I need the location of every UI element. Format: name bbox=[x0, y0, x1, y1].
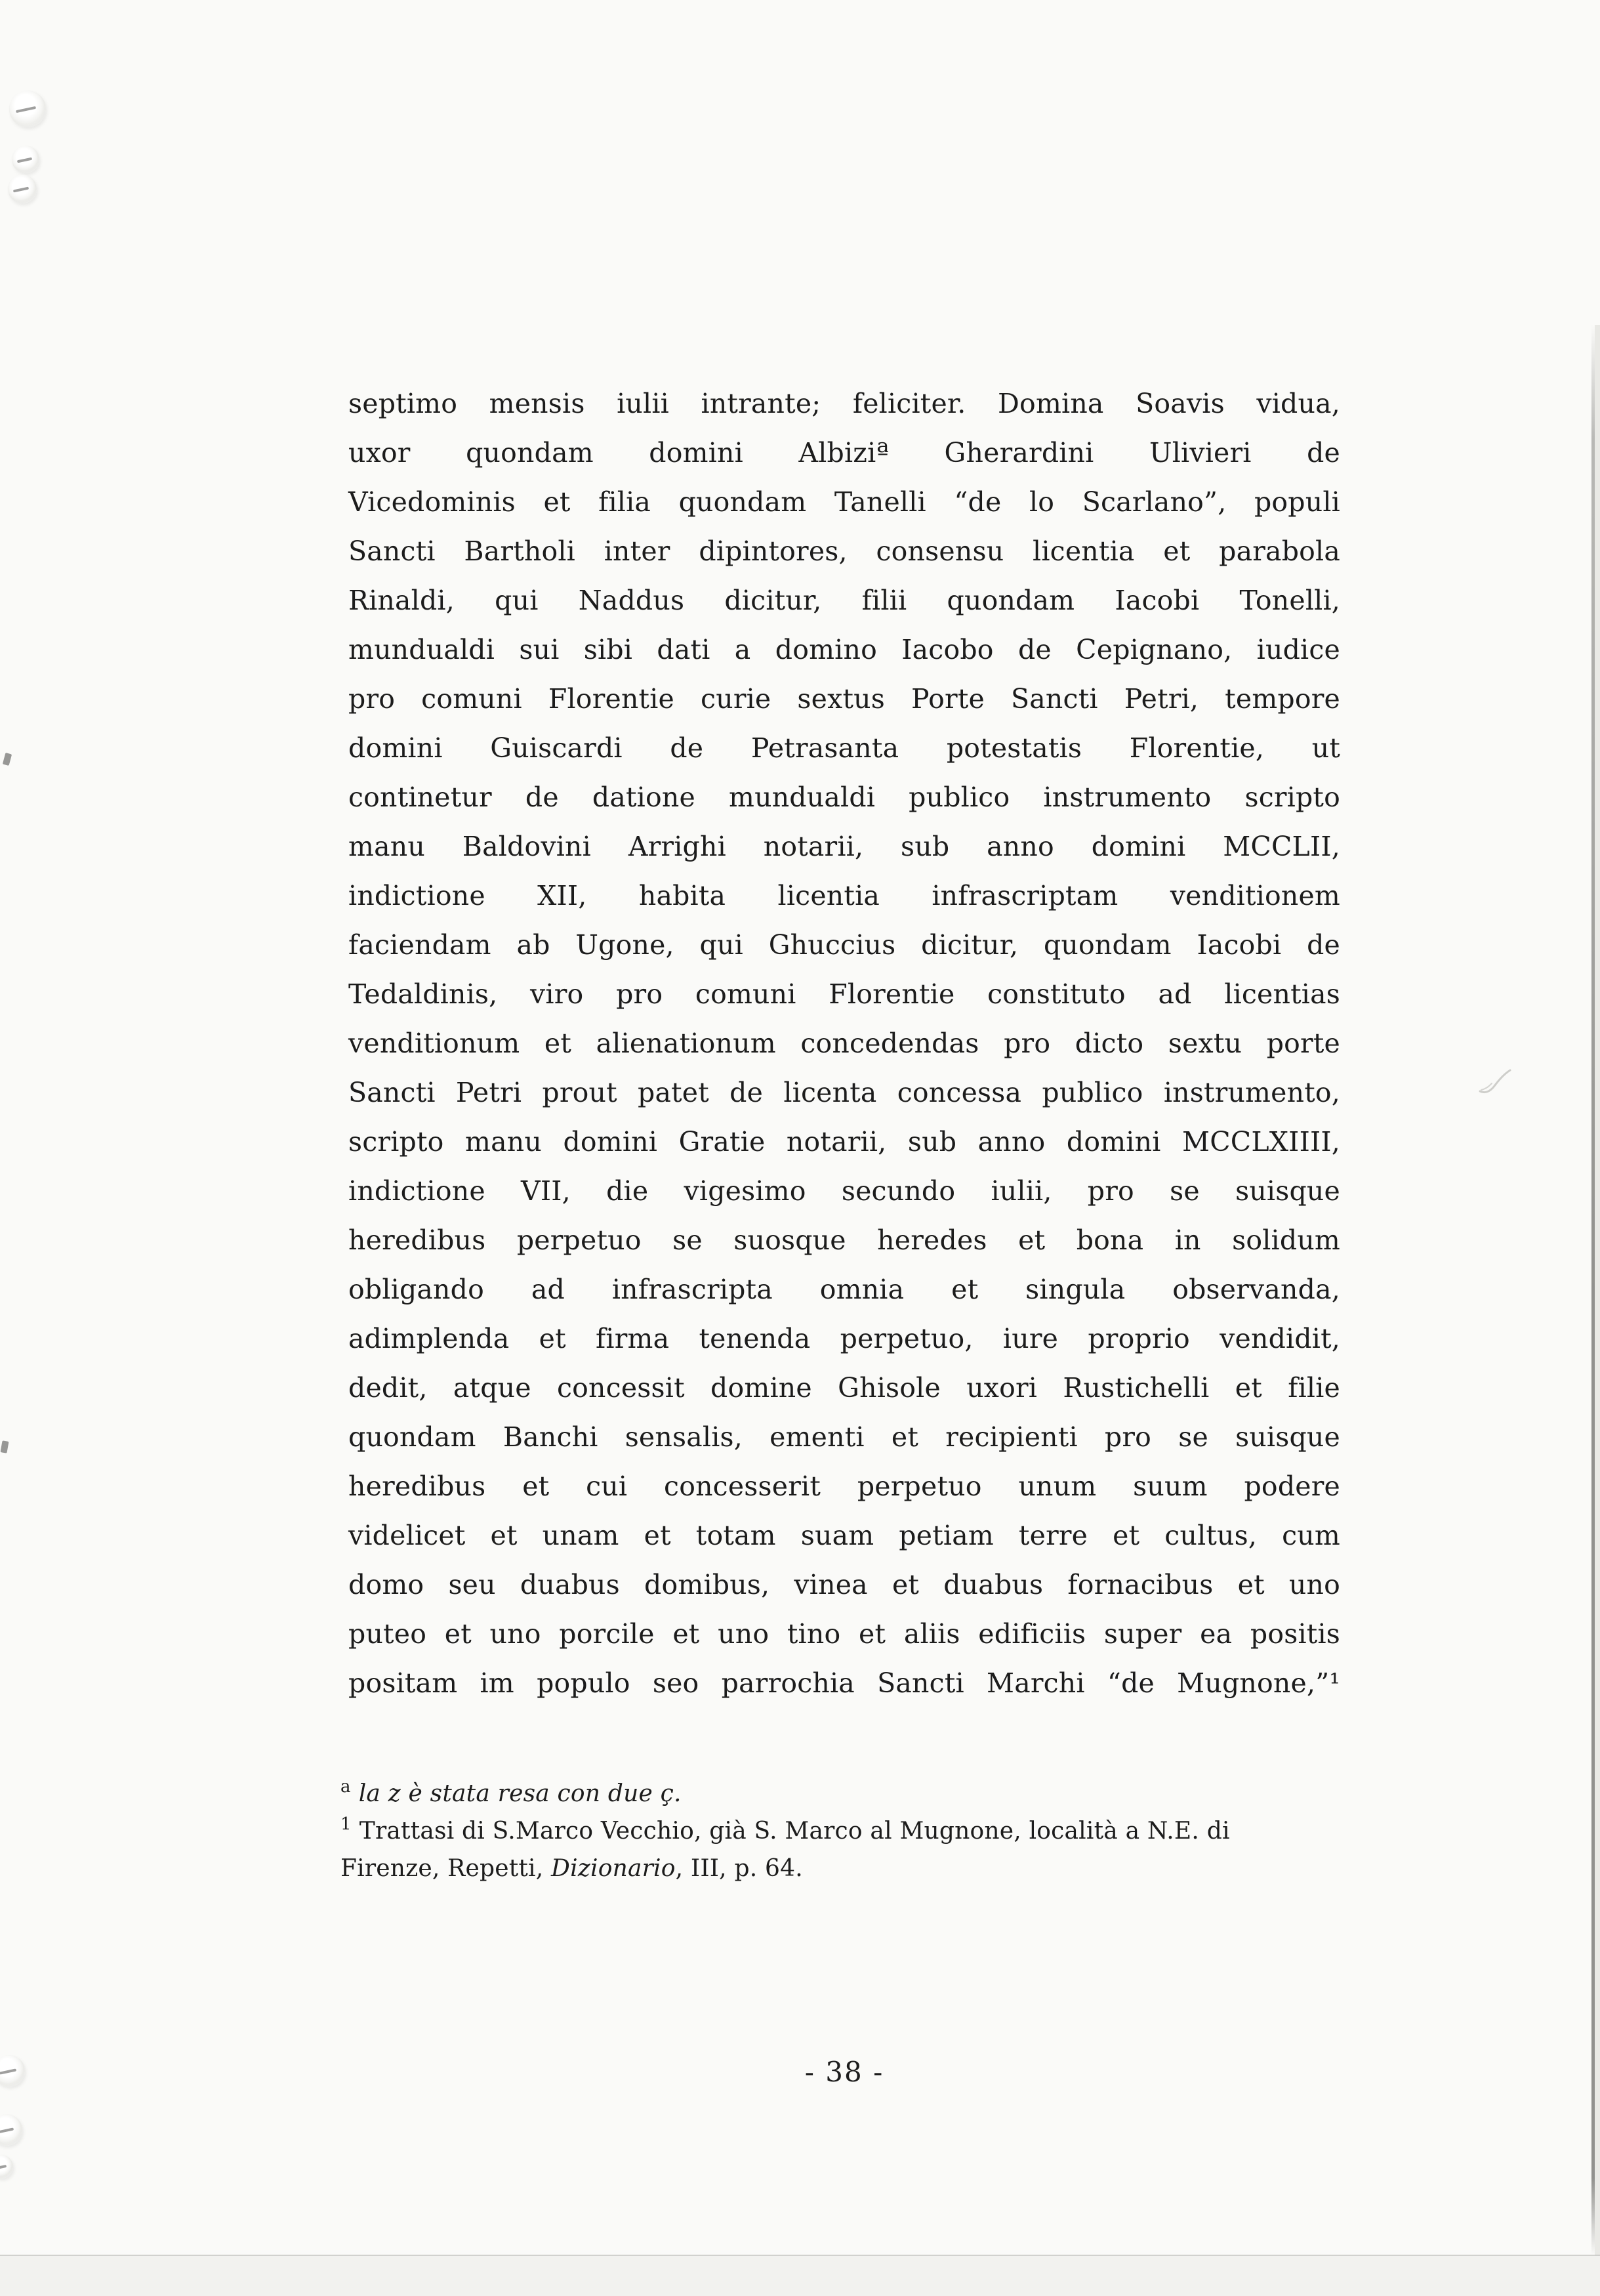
footnote-1-marker: 1 bbox=[340, 1814, 352, 1834]
footnote-1-line-2 bbox=[340, 1850, 1338, 1887]
scan-artifact bbox=[12, 146, 39, 173]
body-line: domini Guiscardi de Petrasanta potestatis Florentie, ut bbox=[348, 732, 1340, 764]
body-line: videlicet et unam et totam suam petiam terre et cultus, cum bbox=[348, 1520, 1340, 1551]
body-line: scripto manu domini Gratie notarii, sub anno domini MCCLXIIII, bbox=[348, 1126, 1340, 1158]
footnote-1-text-cont: Firenze, Repetti, bbox=[340, 1855, 552, 1882]
body-line: uxor quondam domini Albiziª Gherardini Ulivieri de bbox=[348, 437, 1340, 469]
scan-artifact bbox=[9, 91, 46, 127]
body-line: Vicedominis et filia quondam Tanelli “de lo Scarlano”, populi bbox=[348, 486, 1340, 518]
document-body bbox=[348, 379, 1340, 1708]
footnote-1-text-end: , III, p. 64. bbox=[675, 1855, 803, 1882]
scan-artifact bbox=[3, 753, 12, 766]
body-line: domo seu duabus domibus, vinea et duabus fornacibus et uno bbox=[348, 1569, 1340, 1600]
body-line: Rinaldi, qui Naddus dicitur, filii quondam Iacobi Tonelli, bbox=[348, 585, 1340, 616]
body-line: venditionum et alienationum concedendas pro dicto sextu porte bbox=[348, 1028, 1340, 1059]
body-line: dedit, atque concessit domine Ghisole uxori Rustichelli et filie bbox=[348, 1372, 1340, 1404]
body-line: quondam Banchi sensalis, ementi et recipienti pro se suisque bbox=[348, 1421, 1340, 1453]
body-line: Sancti Bartholi inter dipintores, consensu licentia et parabola bbox=[348, 535, 1340, 567]
footnote-1-line-1 bbox=[340, 1812, 1338, 1850]
scan-artifact bbox=[0, 2055, 25, 2087]
body-line: positam im populo seo parrochia Sancti Marchi “de Mugnone,”¹ bbox=[348, 1667, 1340, 1699]
page-right-edge-line bbox=[1591, 325, 1595, 2255]
body-line: indictione VII, die vigesimo secundo iulii, pro se suisque bbox=[348, 1175, 1340, 1207]
scan-artifact bbox=[0, 2114, 22, 2146]
footnote-1-work-title: Dizionario bbox=[551, 1855, 676, 1882]
body-line: continetur de datione mundualdi publico instrumento scripto bbox=[348, 782, 1340, 813]
body-line: puteo et uno porcile et uno tino et aliis edificiis super ea positis bbox=[348, 1618, 1340, 1650]
body-line: pro comuni Florentie curie sextus Porte Sancti Petri, tempore bbox=[348, 683, 1340, 715]
body-line: Tedaldinis, viro pro comuni Florentie constituto ad licentias bbox=[348, 978, 1340, 1010]
body-line: adimplenda et firma tenenda perpetuo, iure proprio vendidit, bbox=[348, 1323, 1340, 1354]
page-right-edge bbox=[1595, 325, 1600, 2255]
footnote-1-text: Trattasi di S.Marco Vecchio, già S. Marco al Mugnone, località a N.E. di bbox=[359, 1818, 1230, 1845]
footnote-a bbox=[340, 1775, 1338, 1812]
footnote-a-marker: a bbox=[340, 1777, 351, 1797]
body-line: mundualdi sui sibi dati a domino Iacobo de Cepignano, iudice bbox=[348, 634, 1340, 665]
scanner-background bbox=[0, 2256, 1600, 2296]
footnote-a-text: la z è stata resa con due ç. bbox=[358, 1780, 682, 1807]
body-line: obligando ad infrascripta omnia et singula observanda, bbox=[348, 1274, 1340, 1305]
scan-artifact bbox=[1, 1440, 9, 1453]
body-line: Sancti Petri prout patet de licenta concessa publico instrumento, bbox=[348, 1077, 1340, 1108]
body-line: indictione XII, habita licentia infrascriptam venditionem bbox=[348, 880, 1340, 911]
scan-artifact bbox=[8, 175, 37, 203]
pencil-mark-artifact bbox=[1477, 1066, 1517, 1096]
body-line: septimo mensis iulii intrante; feliciter. Domina Soavis vidua, bbox=[348, 388, 1340, 419]
body-line: manu Baldovini Arrighi notarii, sub anno domini MCCLII, bbox=[348, 831, 1340, 862]
scan-artifact bbox=[0, 2155, 13, 2179]
body-line: heredibus et cui concesserit perpetuo unum suum podere bbox=[348, 1471, 1340, 1502]
body-line: faciendam ab Ugone, qui Ghuccius dicitur, quondam Iacobi de bbox=[348, 929, 1340, 961]
body-line: heredibus perpetuo se suosque heredes et bona in solidum bbox=[348, 1224, 1340, 1256]
footnotes bbox=[340, 1775, 1338, 1887]
page-number: - 38 - bbox=[804, 2056, 884, 2088]
